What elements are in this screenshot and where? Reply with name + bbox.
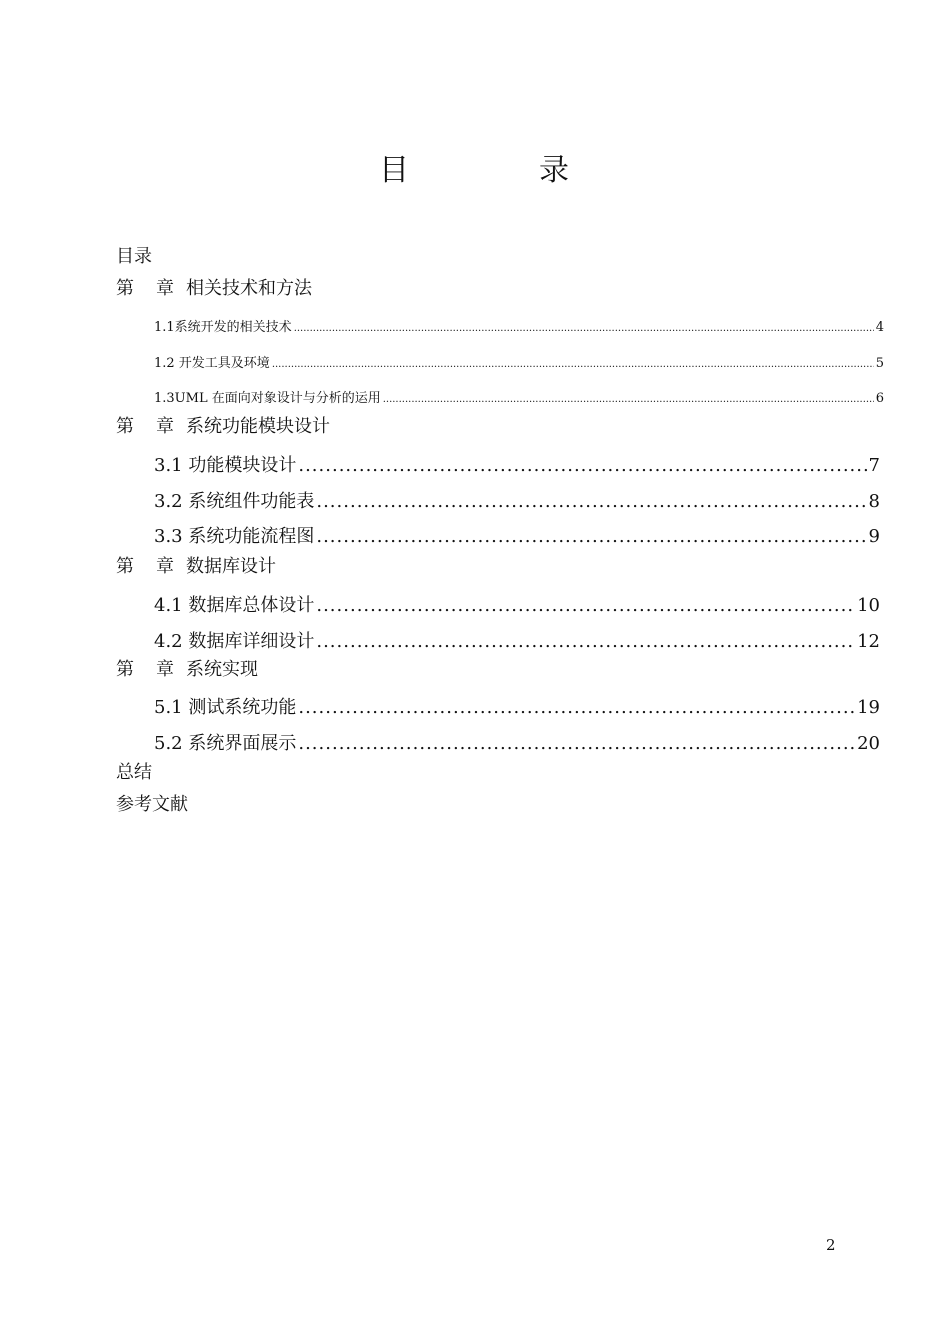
- dot-leader: [298, 455, 866, 476]
- toc-chapter[interactable]: [116, 655, 258, 681]
- section-title: 1.1系统开发的相关技术: [154, 320, 292, 335]
- chapter-title: 系统功能模块设计: [186, 416, 330, 437]
- section-title: 1.2 开发工具及环境: [154, 356, 270, 371]
- page-number: 2: [826, 1236, 836, 1254]
- dot-leader: [383, 394, 874, 405]
- dot-leader: [272, 359, 874, 370]
- dot-leader: [294, 323, 874, 334]
- dot-leader: [298, 697, 855, 718]
- section-title: 4.2 数据库详细设计: [154, 631, 315, 652]
- toc-chapter[interactable]: [116, 274, 312, 300]
- chapter-title: 相关技术和方法: [186, 278, 312, 299]
- toc-section[interactable]: [154, 316, 884, 335]
- toc-entry-references[interactable]: [116, 790, 188, 816]
- dot-leader: [316, 491, 866, 512]
- toc-entry-text: 总结: [116, 762, 152, 783]
- chapter-number: 第 章: [116, 278, 174, 299]
- page-ref: 19: [857, 697, 880, 718]
- section-title: 1.3UML 在面向对象设计与分析的运用: [154, 391, 381, 406]
- section-title: 5.2 系统界面展示: [154, 733, 297, 754]
- page-ref: 7: [868, 455, 880, 476]
- toc-section[interactable]: [154, 352, 884, 371]
- page-ref: 9: [868, 526, 880, 547]
- chapter-title: 数据库设计: [186, 556, 276, 577]
- section-title: 4.1 数据库总体设计: [154, 595, 315, 616]
- toc-entry-contents[interactable]: [116, 242, 152, 268]
- page-ref: 6: [875, 391, 884, 406]
- toc-section[interactable]: [154, 729, 880, 755]
- toc-chapter[interactable]: [116, 412, 330, 438]
- section-title: 3.1 功能模块设计: [154, 455, 297, 476]
- toc-section[interactable]: [154, 627, 880, 653]
- section-title: 3.3 系统功能流程图: [154, 526, 315, 547]
- dot-leader: [316, 595, 855, 616]
- toc-chapter[interactable]: [116, 552, 276, 578]
- section-title: 5.1 测试系统功能: [154, 697, 297, 718]
- page-ref: 12: [857, 631, 880, 652]
- chapter-number: 第 章: [116, 556, 174, 577]
- page-ref: 20: [857, 733, 880, 754]
- page-ref: 5: [875, 356, 884, 371]
- toc-entry-text: 目录: [116, 246, 152, 267]
- page-ref: 4: [875, 320, 884, 335]
- toc-section[interactable]: [154, 451, 880, 477]
- dot-leader: [316, 631, 855, 652]
- toc-section[interactable]: [154, 522, 880, 548]
- toc-title: 目 录: [379, 153, 619, 188]
- toc-section[interactable]: [154, 387, 884, 406]
- page-ref: 8: [868, 491, 880, 512]
- page-ref: 10: [857, 595, 880, 616]
- section-title: 3.2 系统组件功能表: [154, 491, 315, 512]
- chapter-title: 系统实现: [186, 659, 258, 680]
- chapter-number: 第 章: [116, 659, 174, 680]
- dot-leader: [298, 733, 855, 754]
- toc-section[interactable]: [154, 487, 880, 513]
- toc-section[interactable]: [154, 591, 880, 617]
- toc-entry-summary[interactable]: [116, 758, 152, 784]
- toc-section[interactable]: [154, 693, 880, 719]
- chapter-number: 第 章: [116, 416, 174, 437]
- dot-leader: [316, 526, 866, 547]
- toc-entry-text: 参考文献: [116, 794, 188, 815]
